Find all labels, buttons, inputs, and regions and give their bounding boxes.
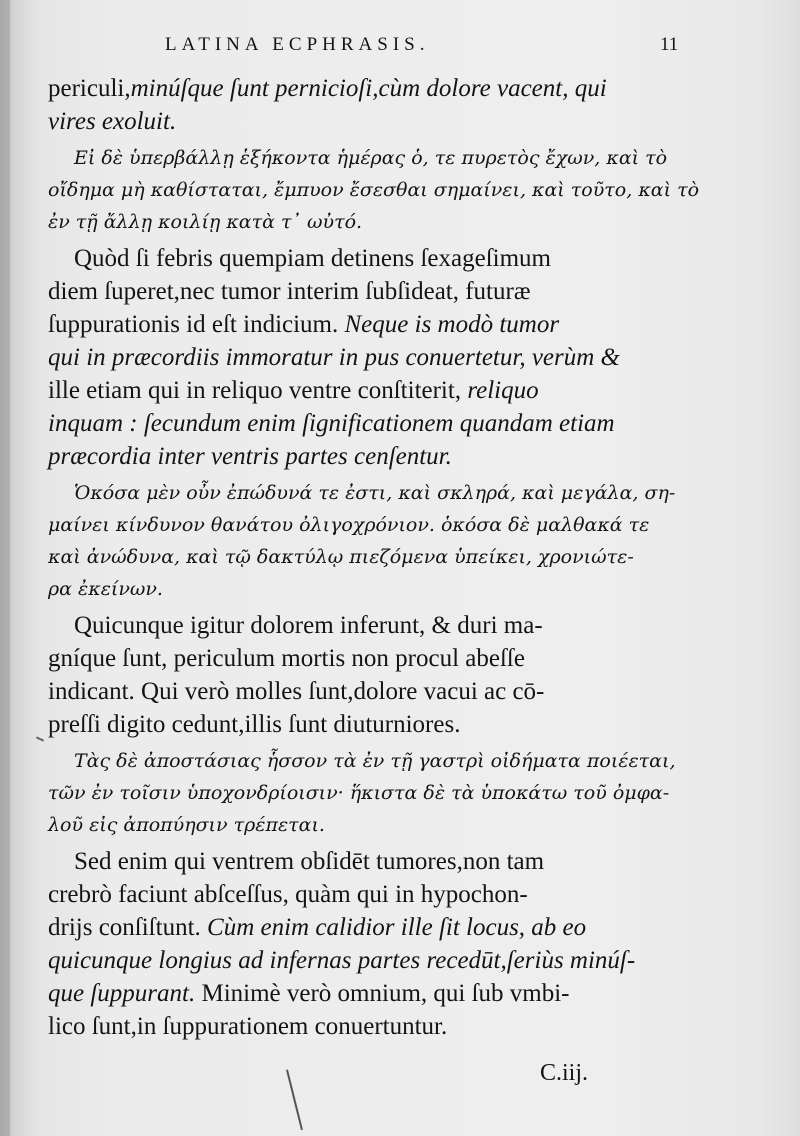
roman-continuation: Minimè verò omnium, qui ſub vmbi- (195, 980, 570, 1007)
latin-line (48, 440, 688, 473)
latin-line (48, 708, 688, 741)
line-text: Quicunque igitur dolorem inferunt, & duri ma- (74, 612, 543, 639)
greek-line: οἴδημα μὴ καθίσταται, ἔμπυον ἔσεσθαι σημαίνει, καὶ τοῦτο, καὶ τὸ (48, 179, 700, 201)
greek-passage (48, 477, 688, 605)
latin-line (48, 308, 688, 341)
latin-line (48, 407, 688, 440)
italic-continuation: minúſque ſunt pernicioſi,cùm dolore vacent, qui (130, 75, 607, 102)
latin-line (48, 1010, 688, 1043)
line-text: indicant. Qui verò molles ſunt,dolore vacui ac cō- (48, 678, 545, 705)
signature-mark: C.iij. (540, 1060, 589, 1086)
latin-line (48, 242, 688, 275)
latin-line (48, 911, 688, 944)
latin-line (48, 374, 688, 407)
greek-line: καὶ ἀνώδυνα, καὶ τῷ δακτύλῳ πιεζόμενα ὑπείκει, χρονιώτε- (48, 546, 634, 568)
italic-continuation: Neque is modò tumor (344, 311, 560, 338)
line-text: inquam : ſecundum enim ſignificationem quandam etiam (48, 410, 615, 437)
latin-line (48, 675, 688, 708)
greek-line: λοῦ εἰς ἀποπύησιν τρέπεται. (48, 814, 325, 836)
latin-line (48, 977, 688, 1010)
greek-passage (48, 142, 700, 238)
greek-line: Εἰ δὲ ὑπερβάλλῃ ἑξήκοντα ἡμέρας ὁ, τε πυρετὸς ἔχων, καὶ τὸ (74, 147, 668, 169)
page-gutter (0, 0, 10, 1136)
line-text: præcordia inter ventris partes cenſentur. (48, 443, 452, 470)
line-text: crebrò faciunt abſceſſus, quàm qui in hypochon- (48, 881, 528, 908)
line-text: drijs conſiſtunt. (48, 914, 208, 941)
greek-line: μαίνει κίνδυνον θανάτου ὀλιγοχρόνιον. ὁκόσα δὲ μαλθακά τε (48, 514, 650, 536)
greek-line: ἐν τῇ ἄλλῃ κοιλίῃ κατὰ τ᾽ ωὐτό. (48, 211, 363, 233)
ink-stroke (286, 1070, 303, 1131)
latin-line (48, 341, 688, 374)
greek-passage (48, 745, 688, 841)
line-text: lico ſunt,in ſuppurationem conuertuntur. (48, 1013, 448, 1040)
greek-line: Ὁκόσα μὲν οὖν ἐπώδυνά τε ἐστι, καὶ σκληρά, καὶ μεγάλα, ση- (74, 482, 676, 504)
line-text: quicunque longius ad infernas partes recedūt,ſeriùs minúſ- (48, 947, 636, 974)
latin-passage (48, 845, 688, 1043)
latin-line (48, 878, 688, 911)
italic-continuation: reliquo (467, 377, 539, 404)
margin-tick (36, 736, 44, 741)
line-text: preſſi digito cedunt,illis ſunt diuturniores. (48, 711, 461, 738)
line-text: gníque ſunt, periculum mortis non procul abeſſe (48, 645, 525, 672)
latin-line (48, 845, 688, 878)
latin-passage (48, 242, 688, 473)
page-header (0, 30, 800, 70)
greek-line: ρα ἐκείνων. (48, 578, 163, 600)
line-text: que ſuppurant. (48, 980, 196, 1007)
running-head: LATINA ECPHRASIS. (165, 34, 430, 55)
line-text: diem ſuperet,nec tumor interim ſubſideat, futuræ (48, 278, 531, 305)
latin-line (48, 275, 688, 308)
text-body (48, 72, 700, 1047)
line-text: Sed enim qui ventrem obſidēt tumores,non tam (74, 848, 545, 875)
line-text: ille etiam qui in reliquo ventre conſtiterit, (48, 377, 468, 404)
page-number: 11 (660, 34, 679, 55)
line-text: vires exoluit. (48, 108, 177, 135)
italic-continuation: Cùm enim calidior ille ſit locus, ab eo (207, 914, 587, 941)
line-text: Quòd ſi febris quempiam detinens ſexageſimum (74, 245, 551, 272)
greek-line: Τὰς δὲ ἀποστάσιας ἧσσον τὰ ἐν τῇ γαστρὶ οἰδήματα ποιέεται, (74, 750, 676, 772)
latin-line (48, 944, 688, 977)
latin-line (48, 609, 688, 642)
latin-passage (48, 72, 688, 138)
latin-line (48, 105, 688, 138)
greek-line: τῶν ἐν τοῖσιν ὑποχονδρίοισιν· ἥκιστα δὲ τὰ ὑποκάτω τοῦ ὀμφα- (48, 782, 670, 804)
line-text: qui in præcordiis immoratur in pus conuertetur, verùm & (48, 344, 620, 371)
line-text: periculi, (48, 75, 131, 102)
latin-line (48, 72, 688, 105)
latin-line (48, 642, 688, 675)
line-text: ſuppurationis id eſt indicium. (48, 311, 345, 338)
latin-passage (48, 609, 688, 741)
